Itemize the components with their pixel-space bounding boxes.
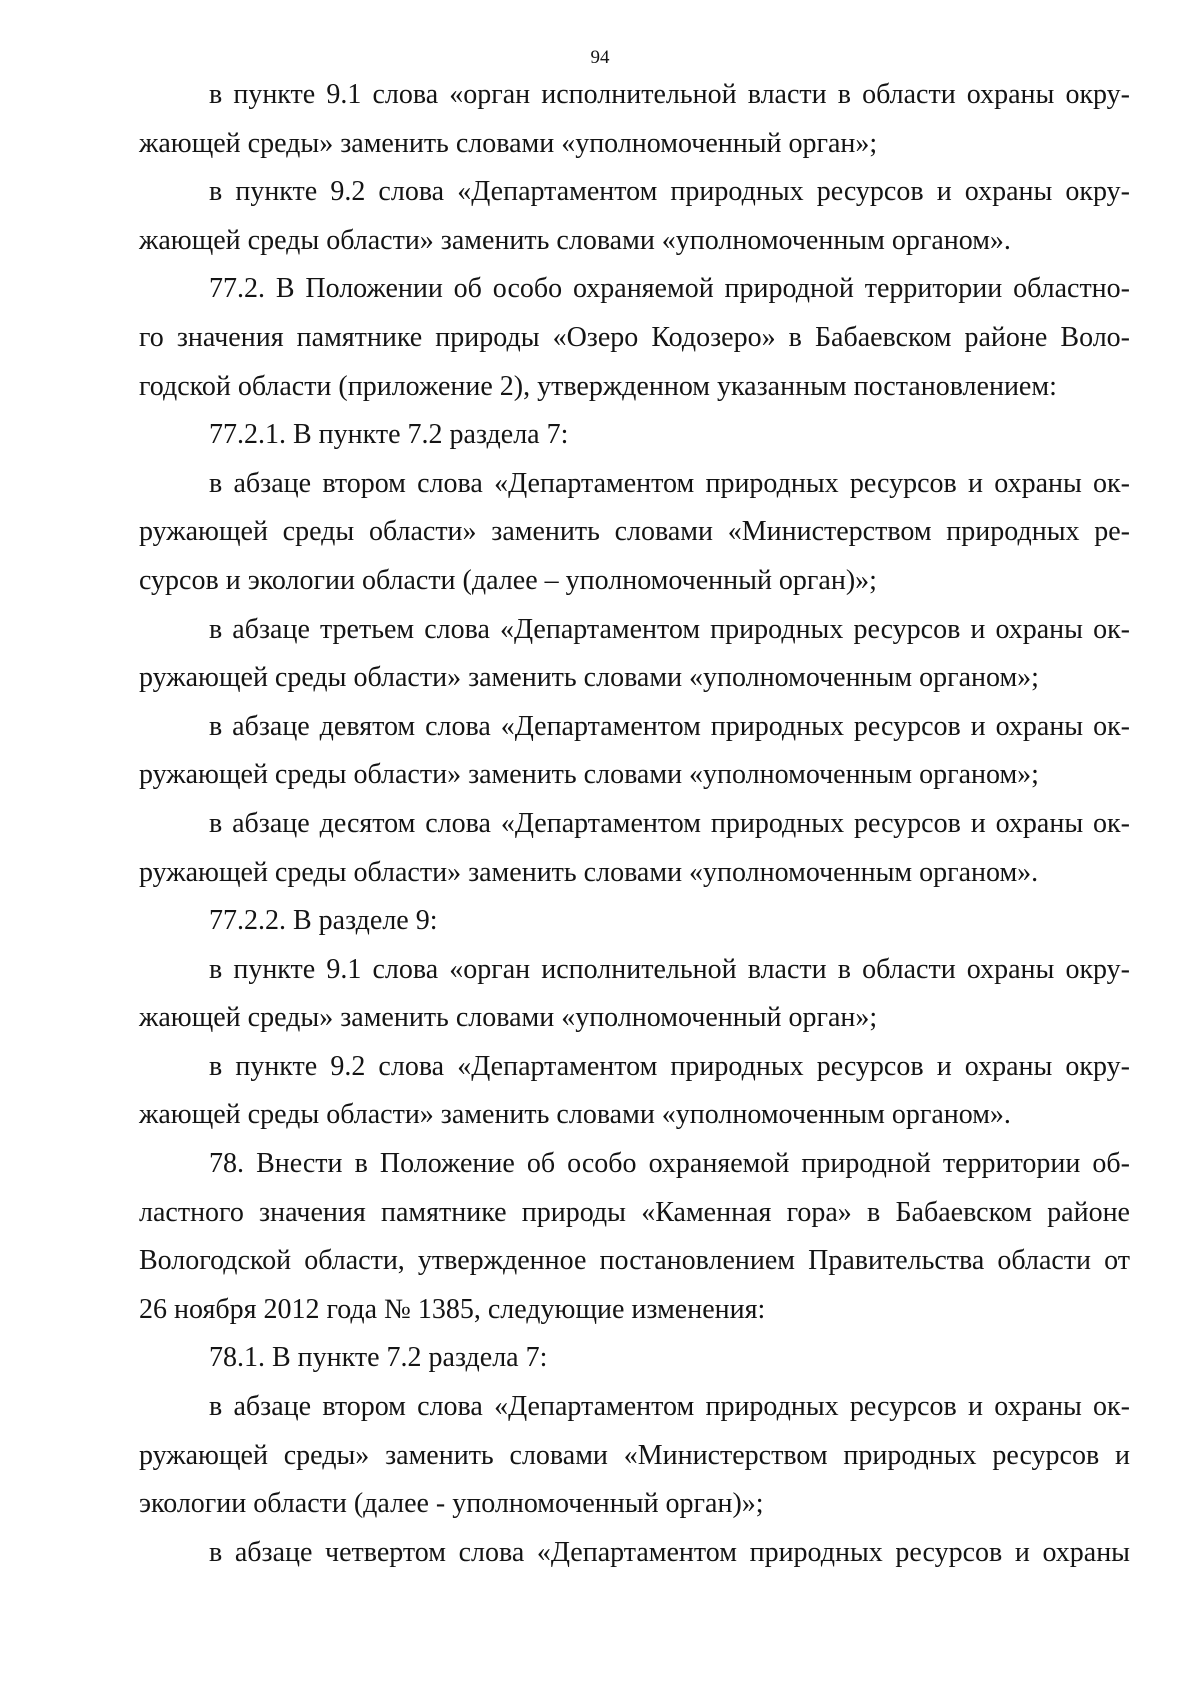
text-line: Вологодской области, утвержденное постановлением Правительства области от — [139, 1245, 1130, 1277]
paragraph — [139, 800, 1130, 897]
paragraph — [139, 71, 1130, 168]
text-line: жающей среды» заменить словами «уполномоченный орган»; — [139, 1002, 878, 1034]
text-line: ружающей среды области» заменить словами «Министерством природных ре- — [139, 516, 1130, 548]
text-line: в абзаце десятом слова «Департаментом природных ресурсов и охраны ок- — [209, 807, 1130, 839]
document-body — [139, 71, 1130, 1577]
text-line: экологии области (далее - уполномоченный орган)»; — [139, 1488, 764, 1520]
text-line: ружающей среды области» заменить словами «уполномоченным органом»; — [139, 759, 1039, 791]
page-number: 94 — [590, 47, 610, 68]
text-line: в абзаце третьем слова «Департаментом природных ресурсов и охраны ок- — [209, 613, 1130, 645]
text-line: в абзаце втором слова «Департаментом природных ресурсов и охраны ок- — [209, 467, 1130, 499]
paragraph — [139, 460, 1130, 606]
paragraph — [139, 1383, 1130, 1529]
text-line: 77.2. В Положении об особо охраняемой природной территории областно- — [209, 273, 1130, 305]
paragraph — [139, 606, 1130, 703]
text-line: 77.2.2. В разделе 9: — [209, 905, 438, 937]
text-line: 78. Внести в Положение об особо охраняемой природной территории об- — [209, 1148, 1130, 1180]
text-line: жающей среды области» заменить словами «уполномоченным органом». — [139, 1099, 1011, 1131]
text-line: сурсов и экологии области (далее – уполномоченный орган)»; — [139, 564, 877, 596]
text-line: ружающей среды» заменить словами «Министерством природных ресурсов и — [139, 1439, 1130, 1471]
paragraph — [139, 168, 1130, 265]
text-line: в абзаце втором слова «Департаментом природных ресурсов и охраны ок- — [209, 1391, 1130, 1423]
paragraph — [139, 1043, 1130, 1140]
text-line: 78.1. В пункте 7.2 раздела 7: — [209, 1342, 548, 1374]
text-line: в пункте 9.2 слова «Департаментом природных ресурсов и охраны окру- — [209, 176, 1130, 208]
text-line: годской области (приложение 2), утвержденном указанным постановлением: — [139, 370, 1057, 402]
text-line: го значения памятнике природы «Озеро Кодозеро» в Бабаевском районе Воло- — [139, 321, 1130, 353]
paragraph — [139, 1529, 1130, 1578]
text-line: 77.2.1. В пункте 7.2 раздела 7: — [209, 419, 569, 451]
paragraph — [139, 897, 1130, 946]
paragraph — [139, 411, 1130, 460]
paragraph — [139, 946, 1130, 1043]
text-line: в абзаце девятом слова «Департаментом природных ресурсов и охраны ок- — [209, 710, 1130, 742]
text-line: в абзаце четвертом слова «Департаментом природных ресурсов и охраны — [209, 1536, 1130, 1568]
text-line: в пункте 9.2 слова «Департаментом природных ресурсов и охраны окру- — [209, 1050, 1130, 1082]
paragraph — [139, 1334, 1130, 1383]
text-line: жающей среды области» заменить словами «уполномоченным органом». — [139, 224, 1011, 256]
text-line: ружающей среды области» заменить словами «уполномоченным органом». — [139, 856, 1039, 888]
paragraph — [139, 265, 1130, 411]
text-line: в пункте 9.1 слова «орган исполнительной власти в области охраны окру- — [209, 79, 1130, 110]
paragraph — [139, 703, 1130, 800]
text-line: ружающей среды области» заменить словами «уполномоченным органом»; — [139, 662, 1039, 694]
text-line: 26 ноября 2012 года № 1385, следующие изменения: — [139, 1293, 766, 1325]
text-line: ластного значения памятнике природы «Каменная гора» в Бабаевском районе — [139, 1196, 1130, 1228]
paragraph — [139, 1140, 1130, 1334]
text-line: в пункте 9.1 слова «орган исполнительной власти в области охраны окру- — [209, 953, 1130, 985]
text-line: жающей среды» заменить словами «уполномоченный орган»; — [139, 127, 878, 159]
